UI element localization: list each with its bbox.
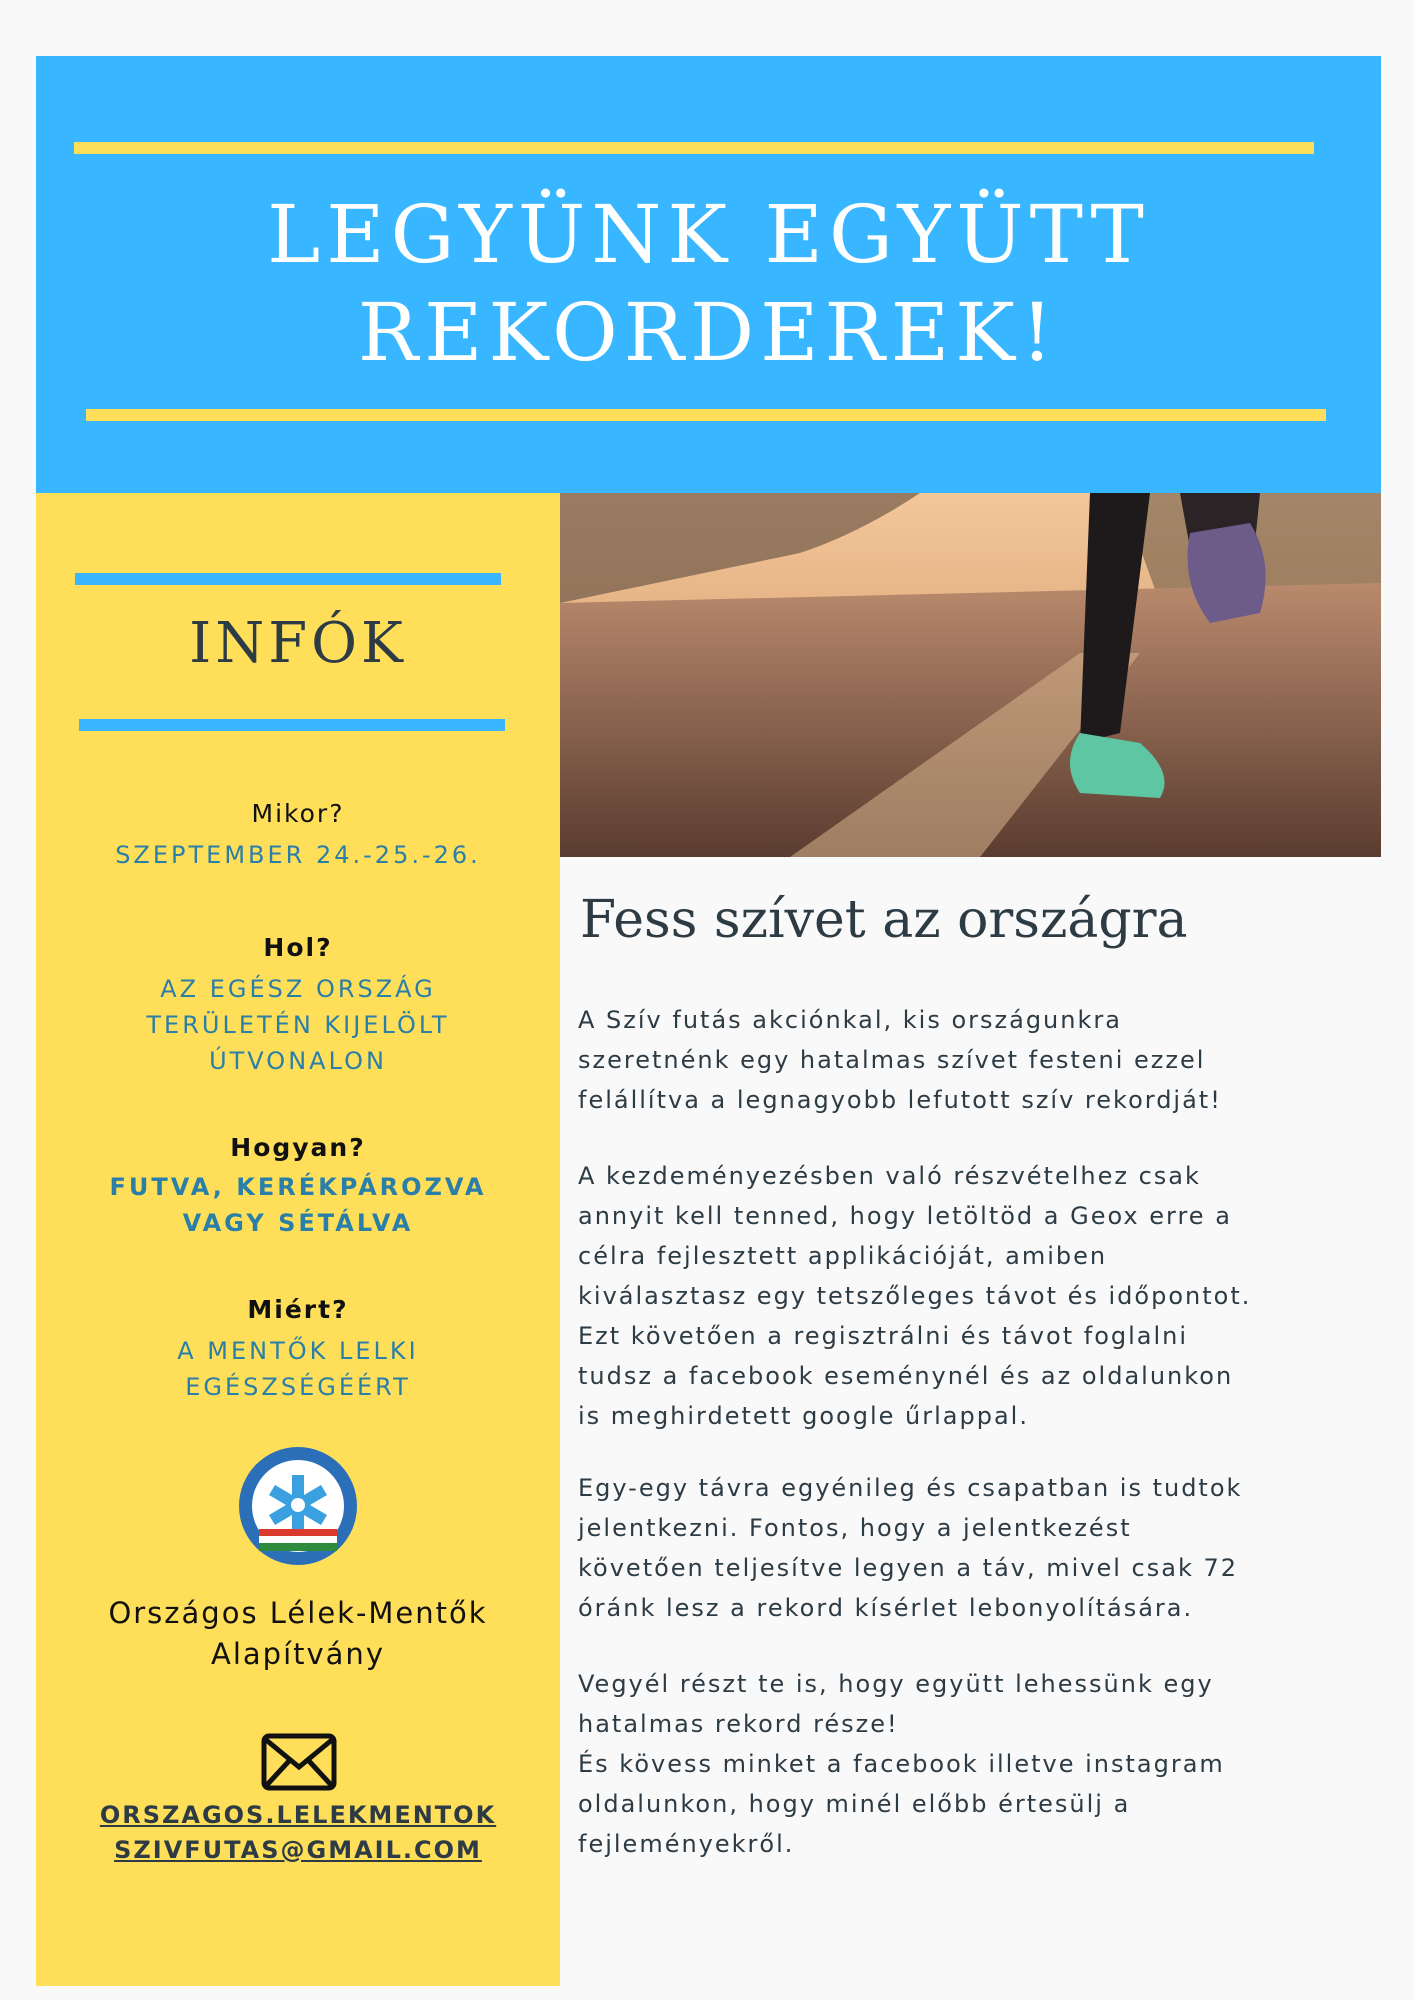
text-line: fejleményekről. bbox=[578, 1830, 795, 1858]
text-line: És kövess minket a facebook illetve instagram bbox=[578, 1750, 1225, 1778]
email-line-1[interactable]: ORSZAGOS.LELEKMENTOK bbox=[99, 1801, 497, 1829]
text-line: Egy-egy távra egyénileg és csapatban is tudtok bbox=[578, 1474, 1243, 1502]
answer-why bbox=[56, 1333, 540, 1405]
content-paragraph-4 bbox=[578, 1664, 1378, 1864]
text-line: hatalmas rekord része! bbox=[578, 1710, 899, 1738]
content-paragraph-1 bbox=[578, 1000, 1378, 1120]
content-paragraph-3 bbox=[578, 1468, 1378, 1628]
answer-when bbox=[56, 837, 540, 873]
text-line: célra fejlesztett applikációját, amiben bbox=[578, 1242, 1108, 1270]
org-line-2: Alapítvány bbox=[211, 1637, 385, 1671]
envelope-icon bbox=[261, 1733, 337, 1791]
question-how: Hogyan? bbox=[230, 1133, 366, 1162]
header-top-rule bbox=[74, 142, 1314, 154]
text-line: jelentkezni. Fontos, hogy a jelentkezést bbox=[578, 1514, 1132, 1542]
title-line-1: LEGYÜNK EGYÜTT bbox=[267, 188, 1150, 281]
email-line-2[interactable]: SZIVFUTAS@GMAIL.COM bbox=[114, 1836, 482, 1864]
foundation-logo-icon bbox=[237, 1445, 359, 1567]
sidebar-top-rule bbox=[75, 573, 501, 585]
question-when: Mikor? bbox=[251, 799, 345, 828]
text-line: kiválasztasz egy tetszőleges távot és időpontot. bbox=[578, 1282, 1252, 1310]
text-line: Ezt követően a regisztrálni és távot foglalni bbox=[578, 1322, 1189, 1350]
answer-line: TERÜLETÉN KIJELÖLT bbox=[146, 1011, 450, 1039]
question-where: Hol? bbox=[263, 933, 333, 962]
text-line: felállítva a legnagyobb lefutott szív rekordját! bbox=[578, 1086, 1222, 1114]
info-sidebar bbox=[36, 493, 560, 1986]
sidebar-bottom-rule bbox=[79, 719, 505, 731]
text-line: óránk lesz a rekord kísérlet lebonyolítására. bbox=[578, 1594, 1194, 1622]
text-line: A kezdeményezésben való részvételhez csak bbox=[578, 1162, 1201, 1190]
answer-how bbox=[56, 1169, 540, 1241]
answer-line: VAGY SÉTÁLVA bbox=[182, 1209, 414, 1237]
header-banner bbox=[36, 56, 1381, 493]
question-why: Miért? bbox=[247, 1295, 349, 1324]
email-link[interactable] bbox=[36, 1798, 560, 1868]
sidebar-heading: INFÓK bbox=[189, 611, 407, 676]
answer-line: A MENTŐK LELKI bbox=[177, 1337, 419, 1365]
answer-line: SZEPTEMBER 24.-25.-26. bbox=[115, 841, 481, 869]
text-line: annyit kell tenned, hogy letöltöd a Geox erre a bbox=[578, 1202, 1232, 1230]
title-line-2: REKORDEREK! bbox=[357, 286, 1060, 379]
organization-name bbox=[36, 1593, 560, 1675]
text-line: követően teljesítve legyen a táv, mivel csak 72 bbox=[578, 1554, 1239, 1582]
content-title: Fess szívet az országra bbox=[580, 890, 1188, 950]
text-line: Vegyél részt te is, hogy együtt lehessünk egy bbox=[578, 1670, 1214, 1698]
header-bottom-rule bbox=[86, 409, 1326, 421]
text-line: szeretnénk egy hatalmas szívet festeni ezzel bbox=[578, 1046, 1206, 1074]
answer-line: EGÉSZSÉGÉÉRT bbox=[185, 1373, 411, 1401]
text-line: tudsz a facebook eseménynél és az oldalunkon bbox=[578, 1362, 1234, 1390]
text-line: is meghirdetett google űrlappal. bbox=[578, 1402, 1029, 1430]
text-line: oldalunkon, hogy minél előbb értesülj a bbox=[578, 1790, 1131, 1818]
content-paragraph-2 bbox=[578, 1156, 1378, 1436]
answer-where bbox=[56, 971, 540, 1079]
page-title bbox=[36, 186, 1381, 382]
org-line-1: Országos Lélek-Mentők bbox=[108, 1596, 488, 1630]
runner-photo bbox=[560, 493, 1381, 857]
text-line: A Szív futás akciónkal, kis országunkra bbox=[578, 1006, 1122, 1034]
answer-line: FUTVA, KERÉKPÁROZVA bbox=[109, 1173, 487, 1201]
answer-line: ÚTVONALON bbox=[209, 1047, 387, 1075]
answer-line: AZ EGÉSZ ORSZÁG bbox=[160, 975, 436, 1003]
